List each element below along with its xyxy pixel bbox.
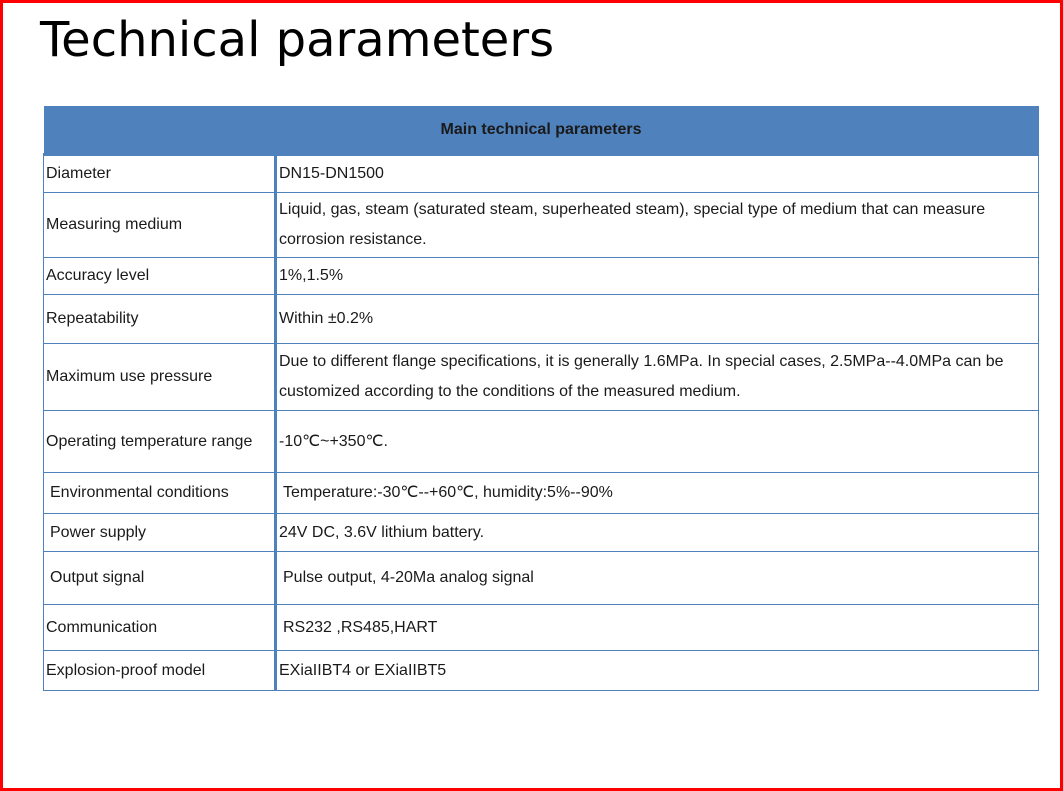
table-row [44, 605, 1039, 651]
page-title: Technical parameters [40, 12, 555, 68]
table-row [44, 344, 1039, 411]
parameter-name: Diameter [44, 155, 276, 193]
table-row [44, 514, 1039, 552]
parameter-name: Communication [44, 605, 276, 651]
parameter-name: Environmental conditions [44, 473, 276, 514]
table-row [44, 258, 1039, 295]
table-row [44, 473, 1039, 514]
parameter-name: Operating temperature range [44, 411, 276, 473]
table-header-row [44, 106, 1039, 155]
parameter-name: Maximum use pressure [44, 344, 276, 411]
parameter-value: Liquid, gas, steam (saturated steam, superheated steam), special type of medium that can measure corrosion resistance. [276, 193, 1039, 258]
parameter-value: Due to different flange specifications, it is generally 1.6MPa. In special cases, 2.5MPa--4.0MPa can be customized according to the conditions of the measured medium. [276, 344, 1039, 411]
parameter-name: Explosion-proof model [44, 651, 276, 691]
parameter-name: Measuring medium [44, 193, 276, 258]
parameter-value: 24V DC, 3.6V lithium battery. [276, 514, 1039, 552]
parameter-value: Pulse output, 4-20Ma analog signal [276, 552, 1039, 605]
parameter-value: 1%,1.5% [276, 258, 1039, 295]
table-row [44, 411, 1039, 473]
parameter-value: Temperature:-30℃--+60℃, humidity:5%--90% [276, 473, 1039, 514]
parameter-value: -10℃~+350℃. [276, 411, 1039, 473]
parameter-value: EXiaIIBT4 or EXiaIIBT5 [276, 651, 1039, 691]
parameter-name: Power supply [44, 514, 276, 552]
table-row [44, 295, 1039, 344]
parameter-name: Repeatability [44, 295, 276, 344]
parameter-value: DN15-DN1500 [276, 155, 1039, 193]
table-row [44, 651, 1039, 691]
table-row [44, 552, 1039, 605]
table-row [44, 155, 1039, 193]
parameter-name: Accuracy level [44, 258, 276, 295]
parameter-value: Within ±0.2% [276, 295, 1039, 344]
table-row [44, 193, 1039, 258]
parameter-name: Output signal [44, 552, 276, 605]
parameters-table [43, 106, 1039, 691]
table-header: Main technical parameters [44, 106, 1039, 155]
parameter-value: RS232 ,RS485,HART [276, 605, 1039, 651]
